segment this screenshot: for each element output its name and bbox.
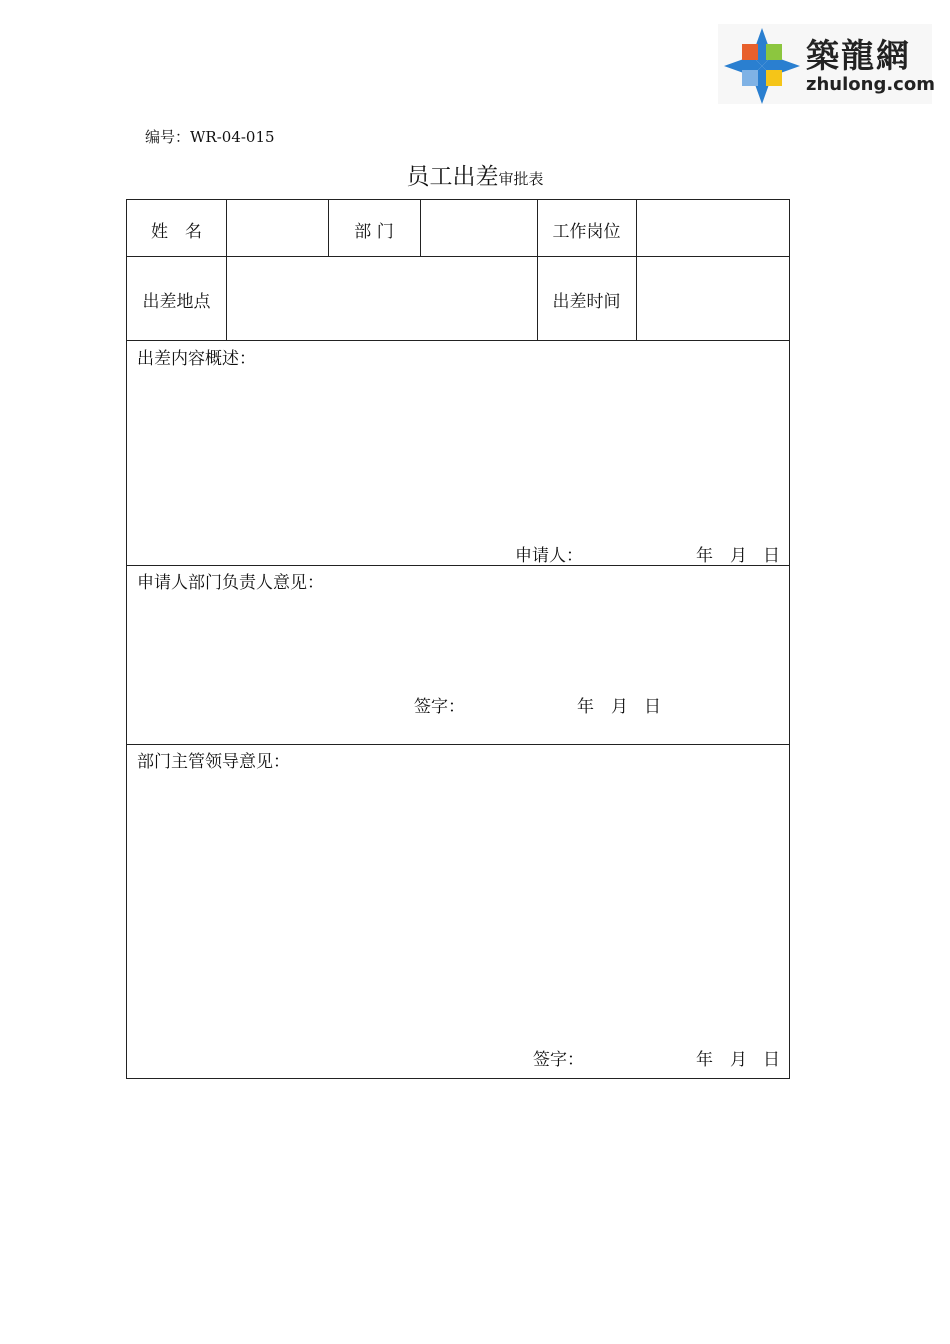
logo-domain: zhulong.com xyxy=(806,74,935,95)
date-month: 月 xyxy=(611,697,628,717)
logo-star-icon xyxy=(722,26,802,106)
row-divider xyxy=(127,565,789,566)
content-label: 出差内容概述： xyxy=(137,349,256,369)
department-label: 部 门 xyxy=(354,222,394,242)
zhulong-logo xyxy=(718,24,935,104)
date-month: 月 xyxy=(730,546,747,566)
date-day: 日 xyxy=(644,697,661,717)
form-title xyxy=(0,158,950,191)
applicant-label: 申请人： xyxy=(515,546,583,566)
name-field[interactable] xyxy=(228,206,326,252)
title-sub: 审批表 xyxy=(498,170,544,188)
sign-label-2: 签字： xyxy=(533,1050,584,1070)
time-label: 出差时间 xyxy=(552,292,621,312)
name-label: 姓 名 xyxy=(151,222,202,242)
title-main: 员工出差 xyxy=(406,164,499,190)
position-field[interactable] xyxy=(638,206,788,252)
location-label: 出差地点 xyxy=(142,292,211,312)
logo-chinese-name: 築龍網 xyxy=(806,36,911,75)
date-month: 月 xyxy=(730,1050,747,1070)
time-field[interactable] xyxy=(638,262,788,336)
dept-head-opinion-field[interactable] xyxy=(137,596,777,676)
location-field[interactable] xyxy=(228,262,535,336)
content-field[interactable] xyxy=(137,372,777,532)
supervisor-opinion-label: 部门主管领导意见： xyxy=(137,752,290,772)
col-divider xyxy=(636,200,637,340)
sign-label: 签字： xyxy=(414,697,465,717)
position-label: 工作岗位 xyxy=(552,222,621,242)
date-year: 年 xyxy=(577,697,594,717)
approval-form xyxy=(126,199,790,1079)
col-divider xyxy=(226,200,227,340)
row-divider xyxy=(127,340,789,341)
date-day: 日 xyxy=(763,546,780,566)
supervisor-opinion-field[interactable] xyxy=(137,775,777,1035)
row-divider xyxy=(127,744,789,745)
document-number: 编号：WR-04-015 xyxy=(145,128,275,146)
date-year: 年 xyxy=(696,546,713,566)
col-divider xyxy=(420,200,421,256)
dept-head-opinion-label: 申请人部门负责人意见： xyxy=(137,573,324,593)
date-year: 年 xyxy=(696,1050,713,1070)
department-field[interactable] xyxy=(422,206,535,252)
date-day: 日 xyxy=(763,1050,780,1070)
